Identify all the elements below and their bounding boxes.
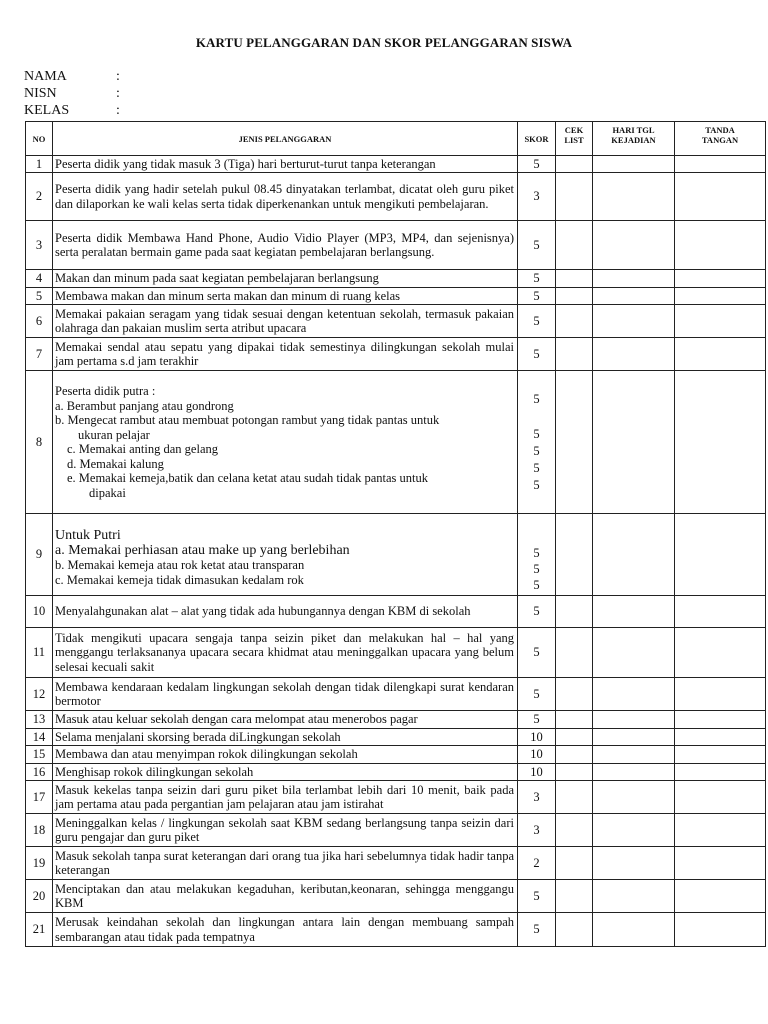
hari-tgl-cell[interactable] <box>593 746 675 764</box>
row-score <box>518 371 556 514</box>
row8-item: ukuran pelajar <box>78 427 150 442</box>
tanda-tangan-cell[interactable] <box>675 371 766 514</box>
tanda-tangan-cell[interactable] <box>675 628 766 678</box>
row-number: 10 <box>26 596 53 628</box>
row8-item: e. Memakai kemeja,batik dan celana ketat atau sudah tidak pantas untuk <box>67 471 428 485</box>
table-row <box>26 781 766 814</box>
row-description: Tidak mengikuti upacara sengaja tanpa seizin piket dan melakukan hal – hal yang menggangu terlaksananya upacara secara khidmat atau meninggalkan upacara yang belum selesai kecuali sakit <box>53 628 518 678</box>
document-title: KARTU PELANGGARAN DAN SKOR PELANGGARAN SISWA <box>195 35 573 50</box>
cek-list-cell[interactable] <box>556 338 593 371</box>
row-number: 9 <box>26 514 53 596</box>
header-cek-list <box>556 122 593 156</box>
row-score: 5 <box>518 270 556 288</box>
hari-tgl-cell[interactable] <box>593 711 675 729</box>
table-row <box>26 371 766 514</box>
tanda-tangan-cell[interactable] <box>675 156 766 173</box>
table-row <box>26 288 766 305</box>
row8-item: b. Mengecat rambut atau membuat potongan rambut yang tidak pantas untuk <box>55 413 440 427</box>
row8-item: d. Memakai kalung <box>67 456 164 471</box>
row-number: 20 <box>26 880 53 913</box>
cek-list-cell[interactable] <box>556 814 593 847</box>
hari-tgl-cell[interactable] <box>593 678 675 711</box>
identity-label: NISN <box>24 86 57 101</box>
tanda-tangan-cell[interactable] <box>675 711 766 729</box>
row-score: 3 <box>518 173 556 221</box>
table-row <box>26 221 766 270</box>
row-number: 15 <box>26 746 53 764</box>
hari-tgl-cell[interactable] <box>593 814 675 847</box>
row-number: 16 <box>26 764 53 781</box>
table-row <box>26 746 766 764</box>
row-score: 5 <box>518 305 556 338</box>
cek-list-cell[interactable] <box>556 847 593 880</box>
row-score: 10 <box>518 729 556 746</box>
row-description: Memakai pakaian seragam yang tidak sesuai dengan ketentuan sekolah, termasuk pakaian olahraga dan pakaian muslim serta atribut upacara <box>53 305 518 338</box>
table-row <box>26 338 766 371</box>
hari-tgl-cell[interactable] <box>593 514 675 596</box>
tanda-tangan-cell[interactable] <box>675 764 766 781</box>
row-description: Makan dan minum pada saat kegiatan pembelajaran berlangsung <box>53 270 518 288</box>
row-description <box>53 371 518 514</box>
row9-item: a. Memakai perhiasan atau make up yang berlebihan <box>55 542 350 558</box>
row-description: Meninggalkan kelas / lingkungan sekolah saat KBM sedang berlangsung tanpa seizin dari guru pengajar dan guru piket <box>53 814 518 847</box>
row-score: 10 <box>518 764 556 781</box>
header-hari-line2: KEJADIAN <box>611 135 656 145</box>
row-score: 5 <box>518 596 556 628</box>
row-description <box>53 514 518 596</box>
row-number: 13 <box>26 711 53 729</box>
row-score: 5 <box>518 880 556 913</box>
table-row <box>26 847 766 880</box>
tanda-tangan-cell[interactable] <box>675 596 766 628</box>
table-row <box>26 764 766 781</box>
header-cek-line2: LIST <box>564 135 584 145</box>
row-number: 4 <box>26 270 53 288</box>
hari-tgl-cell[interactable] <box>593 156 675 173</box>
violation-table <box>25 121 766 947</box>
row-score: 3 <box>518 814 556 847</box>
identity-label: KELAS <box>24 103 70 118</box>
cek-list-cell[interactable] <box>556 880 593 913</box>
header-tanda-line2: TANGAN <box>701 135 739 145</box>
row-score: 3 <box>518 781 556 814</box>
tanda-tangan-cell[interactable] <box>675 221 766 270</box>
row-number: 7 <box>26 338 53 371</box>
header-no: NO <box>26 122 53 156</box>
row8-item: dipakai <box>89 485 126 500</box>
tanda-tangan-cell[interactable] <box>675 270 766 288</box>
hari-tgl-cell[interactable] <box>593 371 675 514</box>
row-description: Menyalahgunakan alat – alat yang tidak ada hubungannya dengan KBM di sekolah <box>53 596 518 628</box>
cek-list-cell[interactable] <box>556 221 593 270</box>
identity-separator: : <box>116 69 120 84</box>
row-description: Peserta didik Membawa Hand Phone, Audio Vidio Player (MP3, MP4, dan sejenisnya) serta peralatan bermain game pada saat kegiatan pembelajaran berlangsung. <box>53 221 518 270</box>
cek-list-cell[interactable] <box>556 596 593 628</box>
row-description: Masuk kekelas tanpa seizin dari guru piket bila terlambat lebih dari 10 menit, baik pada jam pertama atau pada pergantian jam pelajaran atau jam istirahat <box>53 781 518 814</box>
header-tanda-line1: TANDA <box>705 125 735 135</box>
row-score: 5 <box>518 156 556 173</box>
table-row <box>26 814 766 847</box>
hari-tgl-cell[interactable] <box>593 338 675 371</box>
cek-list-cell[interactable] <box>556 173 593 221</box>
row-description: Memakai sendal atau sepatu yang dipakai tidak semestinya dilingkungan sekolah mulai jam pertama s.d jam terakhir <box>53 338 518 371</box>
row-number: 12 <box>26 678 53 711</box>
hari-tgl-cell[interactable] <box>593 847 675 880</box>
row8-item: a. Berambut panjang atau gondrong <box>55 398 234 413</box>
cek-list-cell[interactable] <box>556 628 593 678</box>
row-description: Membawa kendaraan kedalam lingkungan sekolah dengan tidak dilengkapi surat kendaran bermotor <box>53 678 518 711</box>
tanda-tangan-cell[interactable] <box>675 514 766 596</box>
hari-tgl-cell[interactable] <box>593 880 675 913</box>
header-hari-line1: HARI TGL <box>612 125 655 135</box>
row9-intro: Untuk Putri <box>55 528 121 543</box>
tanda-tangan-cell[interactable] <box>675 173 766 221</box>
hari-tgl-cell[interactable] <box>593 913 675 947</box>
row8-score: 5 <box>533 426 540 441</box>
row-number: 2 <box>26 173 53 221</box>
row-number: 8 <box>26 371 53 514</box>
row-score: 5 <box>518 221 556 270</box>
cek-list-cell[interactable] <box>556 270 593 288</box>
cek-list-cell[interactable] <box>556 156 593 173</box>
row8-score: 5 <box>533 477 540 492</box>
tanda-tangan-cell[interactable] <box>675 338 766 371</box>
row-description: Masuk sekolah tanpa surat keterangan dari orang tua jika hari sebelumnya tidak hadir tanpa keterangan <box>53 847 518 880</box>
header-hari-tgl-kejadian <box>593 122 675 156</box>
hari-tgl-cell[interactable] <box>593 729 675 746</box>
tanda-tangan-cell[interactable] <box>675 913 766 947</box>
hari-tgl-cell[interactable] <box>593 305 675 338</box>
table-row <box>26 305 766 338</box>
row-number: 1 <box>26 156 53 173</box>
row-number: 21 <box>26 913 53 947</box>
row-description: Merusak keindahan sekolah dan lingkungan antara lain dengan membuang sampah sembarangan atau tidak pada tempatnya <box>53 913 518 947</box>
tanda-tangan-cell[interactable] <box>675 678 766 711</box>
hari-tgl-cell[interactable] <box>593 221 675 270</box>
tanda-tangan-cell[interactable] <box>675 880 766 913</box>
row-score: 5 <box>518 628 556 678</box>
identity-separator: : <box>116 103 120 118</box>
hari-tgl-cell[interactable] <box>593 596 675 628</box>
cek-list-cell[interactable] <box>556 288 593 305</box>
row-number: 11 <box>26 628 53 678</box>
identity-separator: : <box>116 86 120 101</box>
row-score: 5 <box>518 711 556 729</box>
tanda-tangan-cell[interactable] <box>675 814 766 847</box>
hari-tgl-cell[interactable] <box>593 764 675 781</box>
tanda-tangan-cell[interactable] <box>675 847 766 880</box>
cek-list-cell[interactable] <box>556 913 593 947</box>
identity-nama <box>24 69 120 85</box>
row-score: 5 <box>518 288 556 305</box>
row8-item: c. Memakai anting dan gelang <box>67 442 218 456</box>
row-score: 5 <box>518 913 556 947</box>
row-description: Masuk atau keluar sekolah dengan cara melompat atau menerobos pagar <box>53 711 518 729</box>
table-row <box>26 913 766 947</box>
identity-nisn <box>24 86 120 102</box>
row9-score: 5 <box>533 578 540 592</box>
row-score: 2 <box>518 847 556 880</box>
table-row <box>26 173 766 221</box>
table-row <box>26 711 766 729</box>
row-number: 18 <box>26 814 53 847</box>
hari-tgl-cell[interactable] <box>593 781 675 814</box>
table-row <box>26 514 766 596</box>
tanda-tangan-cell[interactable] <box>675 729 766 746</box>
row-description: Membawa makan dan minum serta makan dan minum di ruang kelas <box>53 288 518 305</box>
row-score: 10 <box>518 746 556 764</box>
cek-list-cell[interactable] <box>556 746 593 764</box>
row-number: 3 <box>26 221 53 270</box>
table-row <box>26 678 766 711</box>
cek-list-cell[interactable] <box>556 371 593 514</box>
hari-tgl-cell[interactable] <box>593 173 675 221</box>
row-description: Membawa dan atau menyimpan rokok dilingkungan sekolah <box>53 746 518 764</box>
row-number: 5 <box>26 288 53 305</box>
tanda-tangan-cell[interactable] <box>675 781 766 814</box>
row-description: Peserta didik yang tidak masuk 3 (Tiga) hari berturut-turut tanpa keterangan <box>53 156 518 173</box>
row9-score: 5 <box>533 546 540 560</box>
row-description: Selama menjalani skorsing berada diLingkungan sekolah <box>53 729 518 746</box>
header-cek-line1: CEK <box>564 125 584 135</box>
row8-intro: Peserta didik putra : <box>55 384 156 398</box>
row9-item: b. Memakai kemeja atau rok ketat atau transparan <box>55 558 305 572</box>
tanda-tangan-cell[interactable] <box>675 288 766 305</box>
row9-score: 5 <box>533 562 540 576</box>
row-description: Peserta didik yang hadir setelah pukul 08.45 dinyatakan terlambat, dicatat oleh guru piket dan dilaporkan ke wali kelas serta tidak diperkenankan untuk mengikuti pembelajaran. <box>53 173 518 221</box>
row-score <box>518 514 556 596</box>
cek-list-cell[interactable] <box>556 764 593 781</box>
row-number: 14 <box>26 729 53 746</box>
table-row <box>26 156 766 173</box>
row-score: 5 <box>518 678 556 711</box>
row-number: 17 <box>26 781 53 814</box>
cek-list-cell[interactable] <box>556 781 593 814</box>
cek-list-cell[interactable] <box>556 729 593 746</box>
table-row <box>26 628 766 678</box>
header-skor: SKOR <box>518 122 556 156</box>
table-header-row <box>26 122 766 156</box>
row-number: 6 <box>26 305 53 338</box>
hari-tgl-cell[interactable] <box>593 270 675 288</box>
header-jenis-pelanggaran: JENIS PELANGGARAN <box>53 122 518 156</box>
identity-label: NAMA <box>24 69 67 84</box>
hari-tgl-cell[interactable] <box>593 628 675 678</box>
hari-tgl-cell[interactable] <box>593 288 675 305</box>
row8-score: 5 <box>533 443 540 458</box>
cek-list-cell[interactable] <box>556 711 593 729</box>
row-description: Menghisap rokok dilingkungan sekolah <box>53 764 518 781</box>
row9-item: c. Memakai kemeja tidak dimasukan kedalam rok <box>55 572 304 587</box>
row8-score: 5 <box>533 460 540 475</box>
cek-list-cell[interactable] <box>556 305 593 338</box>
table-row <box>26 596 766 628</box>
table-row <box>26 729 766 746</box>
row-number: 19 <box>26 847 53 880</box>
tanda-tangan-cell[interactable] <box>675 305 766 338</box>
tanda-tangan-cell[interactable] <box>675 746 766 764</box>
table-row <box>26 880 766 913</box>
row-score: 5 <box>518 338 556 371</box>
table-row <box>26 270 766 288</box>
header-tanda-tangan <box>675 122 766 156</box>
row-description: Menciptakan dan atau melakukan kegaduhan, keributan,keonaran, sehingga menggangu KBM <box>53 880 518 913</box>
row8-score: 5 <box>533 391 540 406</box>
cek-list-cell[interactable] <box>556 514 593 596</box>
cek-list-cell[interactable] <box>556 678 593 711</box>
identity-kelas <box>24 103 120 119</box>
